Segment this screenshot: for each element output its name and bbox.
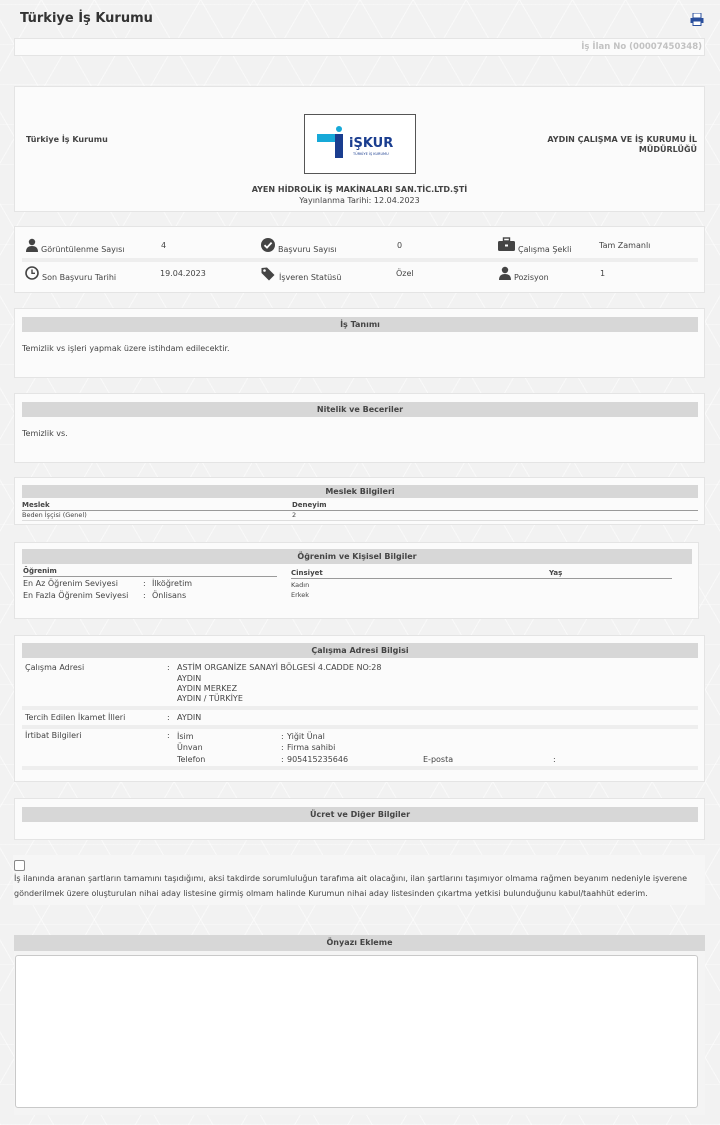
contact-title-label: Ünvan [177,743,203,752]
education-col-cinsiyet: Cinsiyet [291,569,323,577]
contact-email-label: E-posta [423,755,454,764]
city-label: Tercih Edilen İkamet İlleri [25,713,126,722]
employer-value: Özel [396,269,414,278]
occupation-meslek-value: Beden İşçisi (Genel) [22,511,87,519]
ilan-no-bar [14,38,705,56]
address-line-1: ASTİM ORGANİZE SANAYİ BÖLGESİ 4.CADDE NO:28 [177,663,382,672]
address-separator-3 [22,766,698,770]
education-gender-2: Erkek [291,591,310,599]
job-description-title: İş Tanımı [22,317,698,332]
user-icon [498,266,512,280]
views-value: 4 [161,241,167,250]
org-card [14,86,705,212]
job-description-text: Temizlik vs işleri yapmak üzere istihdam edilecektir. [22,344,230,353]
occupation-col-meslek: Meslek [22,501,50,509]
occupation-header-line [22,510,698,511]
worktype-value: Tam Zamanlı [599,241,651,250]
ilan-no: İş İlan No (00007450348) [581,42,702,52]
city-value: AYDIN [177,713,202,722]
address-line-3: AYDIN MERKEZ [177,684,238,693]
address-card [14,635,705,782]
education-cinsiyet-line [291,578,672,579]
views-label: Görüntülenme Sayısı [41,245,125,254]
address-line-2: AYDIN [177,674,202,683]
occupation-title: Meslek Bilgileri [22,485,698,498]
org-right-label: AYDIN ÇALIŞMA VE İŞ KURUMU İL MÜDÜRLÜĞÜ [547,135,697,154]
education-title: Öğrenim ve Kişisel Bilgiler [22,549,692,564]
cover-letter-title: Önyazı Ekleme [14,935,705,951]
address-separator-1 [22,706,698,710]
clock-icon [25,266,39,280]
tag-icon [261,267,275,281]
skills-text: Temizlik vs. [22,429,68,438]
logo-text: iŞKUR [349,136,394,151]
contact-email-colon: : [553,755,556,764]
education-card [14,542,699,619]
skills-title: Nitelik ve Beceriler [22,402,698,417]
worktype-label: Çalışma Şekli [518,245,572,254]
address-line-4: AYDIN / TÜRKİYE [177,694,243,703]
cover-letter-textarea[interactable] [15,955,698,1108]
contact-colon: : [167,731,170,740]
education-max-label: En Fazla Öğrenim Seviyesi [23,591,129,600]
occupation-col-deneyim: Deneyim [292,501,327,509]
position-value: 1 [600,269,606,278]
job-description-card [14,308,705,378]
print-icon[interactable] [690,13,704,26]
consent-card [13,855,705,905]
address-label: Çalışma Adresi [25,663,85,672]
deadline-label: Son Başvuru Tarihi [42,273,117,282]
published-date: Yayınlanma Tarihi: 12.04.2023 [299,196,420,205]
cover-letter-card [14,935,705,1115]
deadline-value: 19.04.2023 [160,269,206,278]
company-name: AYEN HİDROLİK İŞ MAKİNALARI SAN.TİC.LTD.ŞTİ [251,185,468,194]
education-min-colon: : [143,579,146,588]
stats-card [14,226,705,293]
check-circle-icon [261,238,275,252]
contact-phone-label: Telefon [177,755,206,764]
wage-card [14,798,705,840]
contact-title-value: Firma sahibi [287,743,336,752]
address-separator-2 [22,725,698,729]
contact-phone-value: 905415235646 [287,755,349,764]
stats-separator [22,258,698,262]
consent-text-line-1: İş ilanında aranan şartların tamamını taşıdığımı, aksi takdirde sorumluluğun tarafıma ait olacağını, ilan şartlarını taşımıyor olmama rağmen beyanım nedeniyle işverene [14,874,687,883]
contact-phone-colon: : [281,755,284,764]
consent-text-line-2: gönderilmek üzere oluşturulan nihai aday listesine girmiş olmam halinde Kurumun nihai aday listesinden çıkartma yetkisi bulunduğunu kabul/taahhüt ederim. [14,889,648,898]
education-max-value: Önlisans [152,591,187,600]
address-colon: : [167,663,170,672]
org-left-label: Türkiye İş Kurumu [26,135,108,144]
user-icon [25,238,39,252]
apps-label: Başvuru Sayısı [278,245,337,254]
position-label: Pozisyon [514,273,549,282]
contact-name-label: İsim [177,732,194,741]
city-colon: : [167,713,170,722]
logo-subtext: TÜRKİYE İŞ KURUMU [353,152,389,156]
education-gender-1: Kadın [291,581,310,589]
education-col-ogrenim: Öğrenim [23,567,57,575]
consent-checkbox[interactable] [14,860,25,871]
contact-label: İrtibat Bilgileri [25,731,82,740]
contact-title-colon: : [281,743,284,752]
contact-name-colon: : [281,732,284,741]
education-max-colon: : [143,591,146,600]
apps-value: 0 [397,241,403,250]
wage-title: Ücret ve Diğer Bilgiler [22,807,698,822]
contact-name-value: Yiğit Ünal [287,732,325,741]
page-title: Türkiye İş Kurumu [20,11,153,26]
occupation-row-line [22,520,698,521]
occupation-deneyim-value: 2 [292,511,297,519]
address-title: Çalışma Adresi Bilgisi [22,643,698,658]
occupation-card [14,477,705,525]
education-col-yas: Yaş [549,569,563,577]
education-min-label: En Az Öğrenim Seviyesi [23,579,118,588]
employer-label: İşveren Statüsü [279,273,342,282]
iskur-logo [304,114,416,174]
briefcase-icon [498,237,515,251]
education-min-value: İlköğretim [152,579,193,588]
education-ogrenim-line [23,576,277,577]
skills-card [14,393,705,463]
